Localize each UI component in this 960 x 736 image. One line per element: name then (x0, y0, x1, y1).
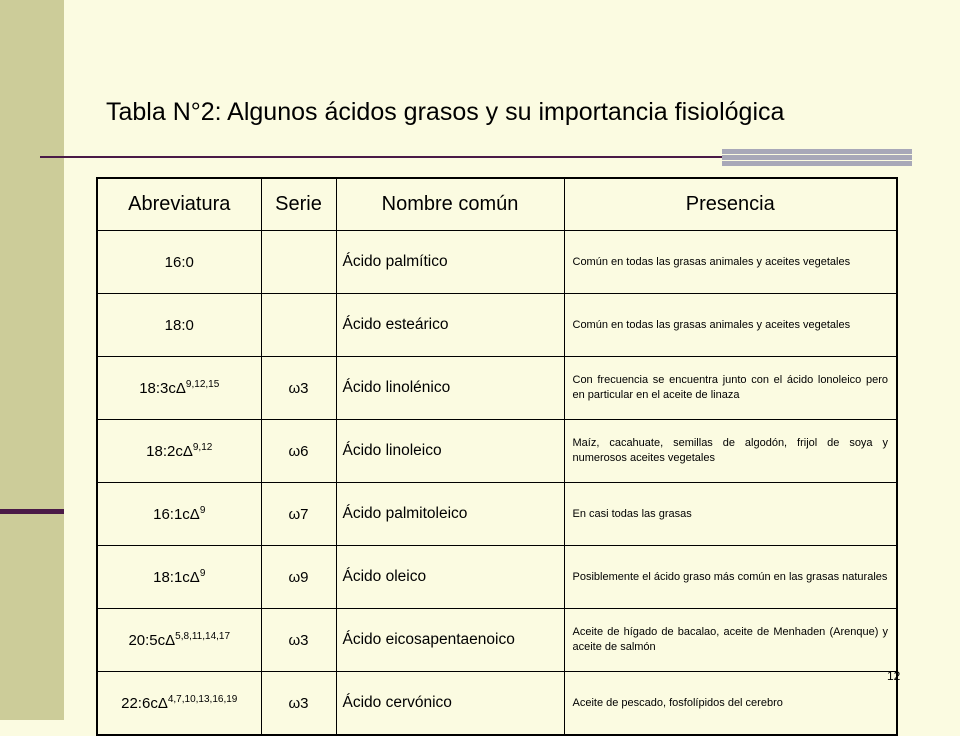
cell-presencia: Aceite de pescado, fosfolípidos del cerebro (564, 672, 897, 736)
cell-presencia: Aceite de hígado de bacalao, aceite de Menhaden (Arenque) y aceite de salmón (564, 609, 897, 672)
cell-presencia: Con frecuencia se encuentra junto con el ácido lonoleico pero en particular en el aceite de linaza (564, 357, 897, 420)
header-presencia: Presencia (564, 178, 897, 231)
cell-abreviatura (97, 609, 261, 672)
cell-serie: ω6 (261, 420, 336, 483)
table-header-row (97, 178, 897, 231)
cell-nombre-comun: Ácido palmítico (336, 231, 564, 294)
table-row (97, 357, 897, 420)
cell-abreviatura (97, 357, 261, 420)
abbr-text: 18:0 (164, 316, 194, 334)
cell-serie: ω7 (261, 483, 336, 546)
cell-nombre-comun: Ácido esteárico (336, 294, 564, 357)
abbr-superscript: 9,12 (192, 441, 213, 453)
table-row (97, 483, 897, 546)
cell-nombre-comun: Ácido linoleico (336, 420, 564, 483)
abbr-superscript: 4,7,10,13,16,19 (167, 693, 238, 705)
abbr-text: 18:2cΔ (146, 442, 193, 460)
cell-abreviatura (97, 483, 261, 546)
abbr-superscript: 9 (199, 504, 206, 516)
title-divider-accent (722, 149, 912, 166)
abbr-text: 16:0 (164, 253, 194, 271)
table-row (97, 546, 897, 609)
cell-abreviatura (97, 546, 261, 609)
table-row (97, 231, 897, 294)
cell-serie (261, 231, 336, 294)
header-serie: Serie (261, 178, 336, 231)
abbr-superscript: 9 (199, 567, 206, 579)
cell-nombre-comun: Ácido eicosapentaenoico (336, 609, 564, 672)
abbr-text: 20:5cΔ (128, 631, 176, 649)
header-abreviatura: Abreviatura (97, 178, 261, 231)
cell-nombre-comun: Ácido oleico (336, 546, 564, 609)
cell-nombre-comun: Ácido palmitoleico (336, 483, 564, 546)
cell-serie: ω3 (261, 357, 336, 420)
abbr-text: 22:6cΔ (121, 694, 168, 712)
slide-title: Tabla N°2: Algunos ácidos grasos y su importancia fisiológica (106, 98, 785, 126)
cell-serie: ω3 (261, 672, 336, 736)
cell-presencia: En casi todas las grasas (564, 483, 897, 546)
cell-nombre-comun: Ácido linolénico (336, 357, 564, 420)
table-row (97, 420, 897, 483)
cell-serie: ω9 (261, 546, 336, 609)
cell-abreviatura (97, 672, 261, 736)
cell-serie (261, 294, 336, 357)
table-row (97, 672, 897, 736)
cell-presencia: Común en todas las grasas animales y aceites vegetales (564, 231, 897, 294)
abbr-text: 16:1cΔ (153, 505, 200, 523)
cell-abreviatura (97, 420, 261, 483)
abbr-superscript: 5,8,11,14,17 (175, 630, 231, 642)
fatty-acids-table (96, 177, 901, 736)
abbr-text: 18:3cΔ (139, 379, 186, 397)
table-row (97, 294, 897, 357)
page-number: 12 (887, 669, 901, 683)
cell-presencia: Común en todas las grasas animales y aceites vegetales (564, 294, 897, 357)
cell-presencia: Posiblemente el ácido graso más común en las grasas naturales (564, 546, 897, 609)
abbr-superscript: 9,12,15 (185, 378, 220, 390)
cell-presencia: Maíz, cacahuate, semillas de algodón, frijol de soya y numerosos aceites vegetales (564, 420, 897, 483)
cell-nombre-comun: Ácido cervónico (336, 672, 564, 736)
cell-abreviatura (97, 294, 261, 357)
cell-serie: ω3 (261, 609, 336, 672)
table-row (97, 609, 897, 672)
header-nombre-comun: Nombre común (336, 178, 564, 231)
abbr-text: 18:1cΔ (153, 568, 200, 586)
left-accent-bar (0, 509, 64, 514)
left-decorative-band (0, 0, 64, 720)
cell-abreviatura (97, 231, 261, 294)
